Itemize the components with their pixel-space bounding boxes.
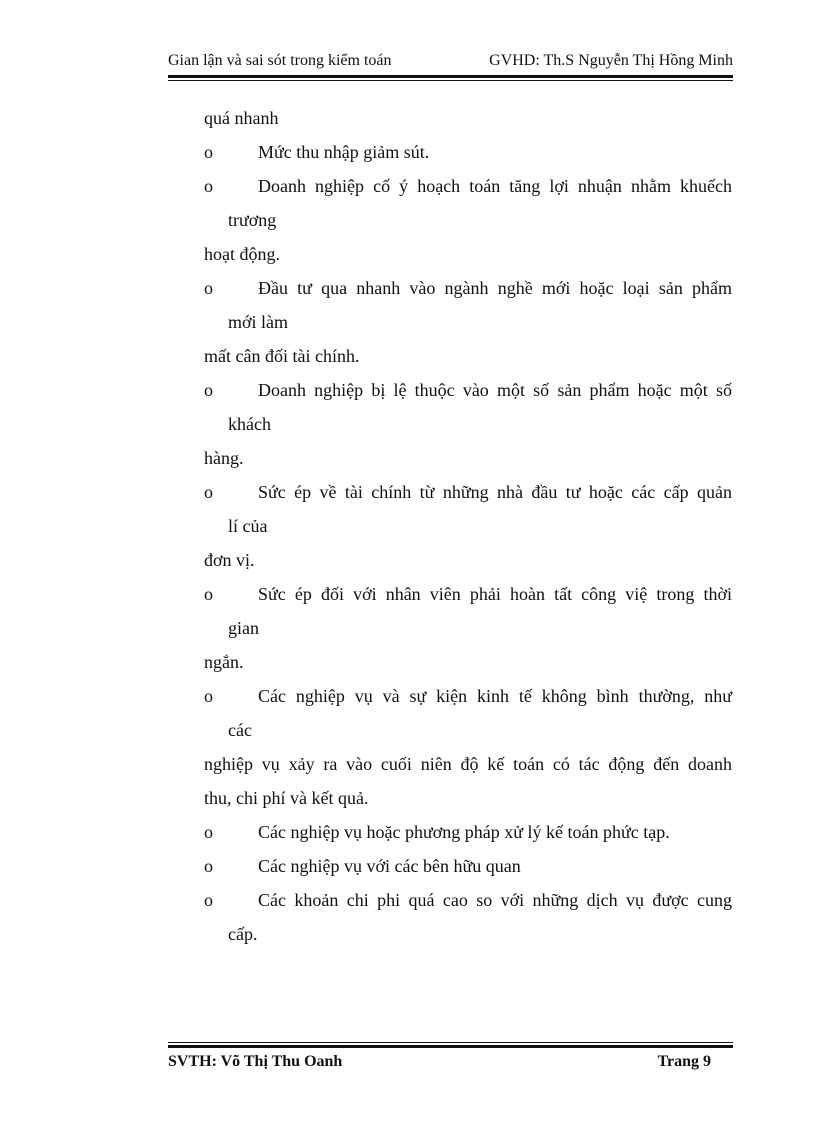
bullet-mark: o [204, 890, 213, 910]
bullet-mark: o [204, 584, 213, 604]
bullet-item [204, 679, 732, 747]
bullet-item [204, 815, 732, 849]
bullet-continuation: gian [228, 618, 259, 638]
bullet-text: Các nghiệp vụ và sự kiện kinh tế không bình thường, như [258, 686, 732, 706]
bullet-text: Các khoản chi phi quá cao so với những dịch vụ được cung [258, 890, 732, 910]
bullet-item [204, 577, 732, 645]
bullet-continuation: cấp. [228, 924, 258, 944]
bullet-item [204, 169, 732, 237]
bullet-item [204, 883, 732, 951]
bullet-continuation: mới làm [228, 312, 289, 332]
header-title: Gian lận và sai sót trong kiểm toán [168, 52, 392, 69]
bullet-mark: o [204, 380, 213, 400]
paragraph: quá nhanh [204, 108, 279, 128]
header-rule-thick [168, 75, 733, 78]
paragraph: thu, chi phí và kết quả. [204, 788, 369, 808]
bullet-continuation: các [228, 720, 252, 740]
paragraph: hàng. [204, 448, 244, 468]
bullet-mark: o [204, 686, 213, 706]
bullet-text: Đầu tư qua nhanh vào ngành nghề mới hoặc loại sản phẩm [258, 278, 732, 298]
bullet-mark: o [204, 482, 213, 502]
paragraph: nghiệp vụ xảy ra vào cuối niên độ kế toán có tác động đến doanh [204, 754, 732, 774]
bullet-item [204, 475, 732, 543]
footer-rule-thick [168, 1045, 733, 1048]
bullet-text: Mức thu nhập giảm sút. [258, 142, 430, 162]
bullet-continuation: lí của [228, 516, 268, 536]
bullet-item [204, 135, 732, 169]
bullet-continuation: trương [228, 210, 277, 230]
bullet-text: Sức ép đối với nhân viên phải hoàn tất công việ trong thời [258, 584, 732, 604]
paragraph: mất cân đối tài chính. [204, 346, 360, 366]
footer-student: SVTH: Võ Thị Thu Oanh [168, 1053, 343, 1070]
bullet-item [204, 373, 732, 441]
page-number: Trang 9 [657, 1053, 711, 1070]
bullet-continuation: khách [228, 414, 271, 434]
paragraph: đơn vị. [204, 550, 255, 570]
bullet-text: Các nghiệp vụ với các bên hữu quan [258, 856, 521, 876]
paragraph: ngắn. [204, 652, 244, 672]
bullet-mark: o [204, 856, 213, 876]
bullet-mark: o [204, 142, 213, 162]
bullet-text: Các nghiệp vụ hoặc phương pháp xử lý kế toán phức tạp. [258, 822, 670, 842]
bullet-text: Doanh nghiệp bị lệ thuộc vào một số sản phẩm hoặc một số [258, 380, 732, 400]
paragraph: hoạt động. [204, 244, 280, 264]
bullet-mark: o [204, 176, 213, 196]
footer-rule-thin [168, 1042, 733, 1043]
bullet-mark: o [204, 822, 213, 842]
header-rule-thin [168, 80, 733, 81]
bullet-mark: o [204, 278, 213, 298]
bullet-text: Sức ép về tài chính từ những nhà đầu tư hoặc các cấp quản [258, 482, 732, 502]
bullet-text: Doanh nghiệp cố ý hoạch toán tăng lợi nhuận nhằm khuếch [258, 176, 732, 196]
header-advisor: GVHD: Th.S Nguyễn Thị Hồng Minh [489, 52, 733, 69]
page-header [168, 52, 733, 74]
page-body [204, 101, 732, 951]
bullet-item [204, 849, 732, 883]
bullet-item [204, 271, 732, 339]
